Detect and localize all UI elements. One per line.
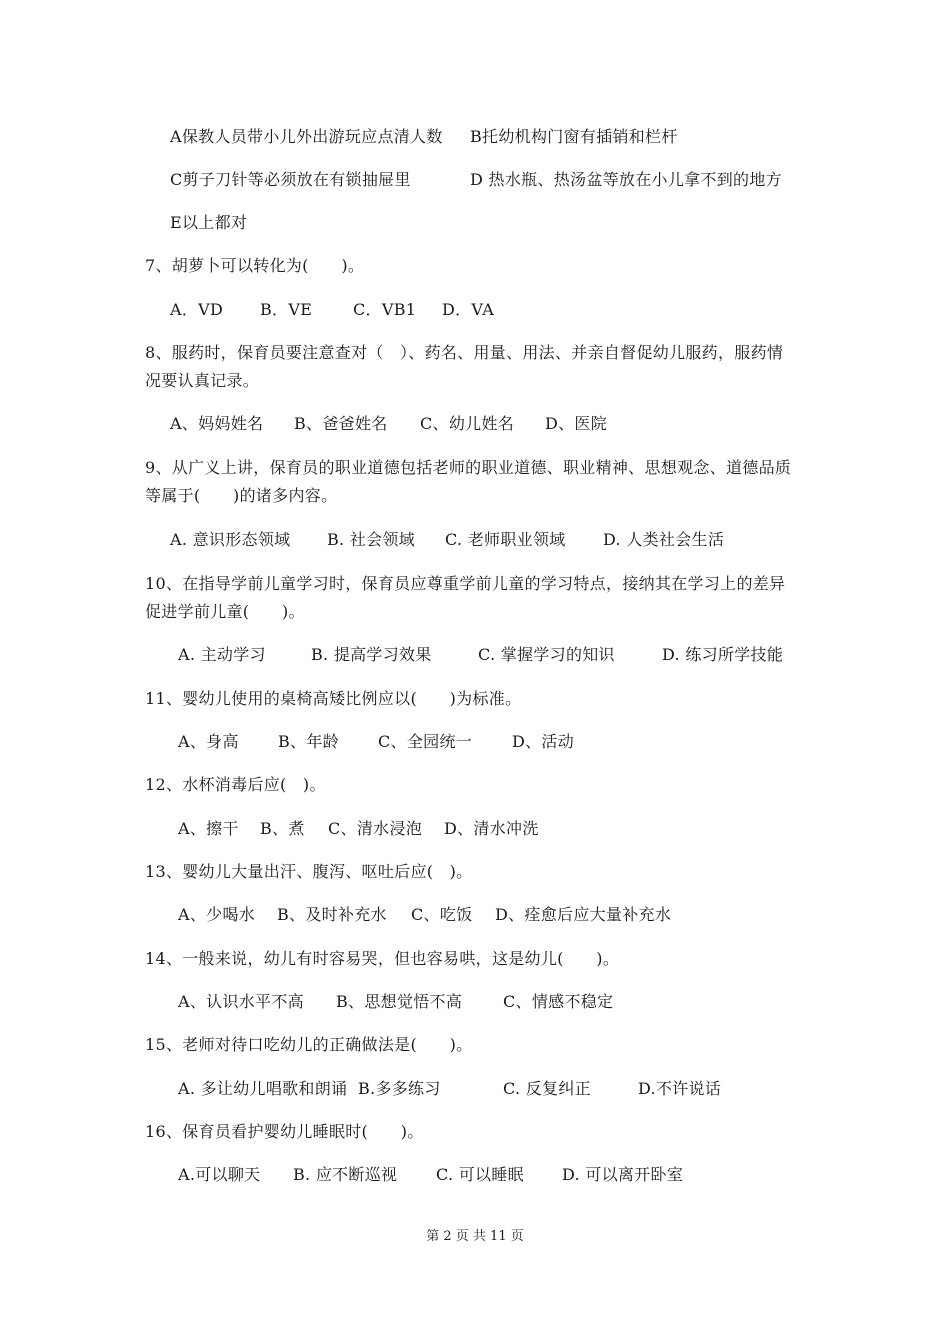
option: B.多多练习 [358, 1079, 441, 1098]
option: B．VE [260, 300, 313, 319]
option-a: A保教人员带小儿外出游玩应点清人数 [170, 127, 443, 146]
option: C、全园统一 [378, 732, 473, 751]
option: D. 人类社会生活 [603, 530, 725, 549]
option: A．VD [170, 300, 224, 319]
option: A. 主动学习 [178, 645, 266, 664]
option: B. 应不断巡视 [293, 1165, 398, 1184]
option: D、医院 [545, 414, 608, 433]
option: A、认识水平不高 [178, 992, 304, 1011]
option: A.可以聊天 [178, 1165, 261, 1184]
option: D、痊愈后应大量补充水 [495, 905, 672, 924]
option-b: B托幼机构门窗有插销和栏杆 [470, 127, 678, 146]
question-stem: 14、一般来说，幼儿有时容易哭，但也容易哄，这是幼儿( )。 [145, 949, 620, 968]
question-stem: 11、婴幼儿使用的桌椅高矮比例应以( )为标准。 [145, 689, 522, 708]
option-e: E以上都对 [170, 213, 248, 232]
option: C、情感不稳定 [503, 992, 614, 1011]
option: D. 可以离开卧室 [562, 1165, 684, 1184]
option: A、少喝水 [178, 905, 256, 924]
option: A、妈妈姓名 [170, 414, 264, 433]
option: A、身高 [178, 732, 239, 751]
option: B. 提高学习效果 [311, 645, 432, 664]
option: D、清水冲洗 [444, 819, 539, 838]
question-stem: 8、服药时，保育员要注意查对（ ）、药名、用量、用法、并亲自督促幼儿服药，服药情 [145, 343, 784, 362]
option: D．VA [442, 300, 495, 319]
option-d: D 热水瓶、热汤盆等放在小儿拿不到的地方 [470, 170, 782, 189]
option: C. 掌握学习的知识 [478, 645, 615, 664]
option: B、年龄 [278, 732, 339, 751]
option: B. 社会领域 [327, 530, 416, 549]
question-stem: 15、老师对待口吃幼儿的正确做法是( )。 [145, 1035, 473, 1054]
option: B、煮 [260, 819, 305, 838]
option: A. 多让幼儿唱歌和朗诵 [178, 1079, 348, 1098]
option: D、活动 [512, 732, 575, 751]
option: B、爸爸姓名 [294, 414, 388, 433]
option: D. 练习所学技能 [662, 645, 784, 664]
question-stem: 16、保育员看护婴幼儿睡眠时( )。 [145, 1122, 424, 1141]
option: B、思想觉悟不高 [336, 992, 463, 1011]
option: C. 老师职业领域 [445, 530, 566, 549]
option: C．VB1 [353, 300, 417, 319]
question-stem: 9、从广义上讲，保育员的职业道德包括老师的职业道德、职业精神、思想观念、道德品质 [145, 458, 792, 477]
option: C. 可以睡眠 [436, 1165, 524, 1184]
page-number-footer: 第 2 页 共 11 页 [426, 1229, 524, 1244]
question-stem: 10、在指导学前儿童学习时，保育员应尊重学前儿童的学习特点，接纳其在学习上的差异 [145, 574, 786, 593]
question-stem-cont: 等属于( )的诸多内容。 [145, 486, 338, 505]
option: C、清水浸泡 [328, 819, 423, 838]
option: D.不许说话 [638, 1079, 722, 1098]
option: C. 反复纠正 [503, 1079, 591, 1098]
option: B、及时补充水 [277, 905, 387, 924]
question-stem-cont: 促进学前儿童( )。 [145, 602, 305, 621]
question-stem-cont: 况要认真记录。 [145, 371, 260, 390]
option-c: C剪子刀针等必须放在有锁抽屉里 [170, 170, 411, 189]
option: A. 意识形态领域 [170, 530, 291, 549]
question-stem: 13、婴幼儿大量出汗、腹泻、呕吐后应( )。 [145, 862, 473, 881]
option: C、吃饭 [411, 905, 473, 924]
question-stem: 12、水杯消毒后应( )。 [145, 775, 326, 794]
question-stem: 7、胡萝卜可以转化为( )。 [145, 256, 365, 275]
option: A、擦干 [178, 819, 239, 838]
option: C、幼儿姓名 [420, 414, 515, 433]
